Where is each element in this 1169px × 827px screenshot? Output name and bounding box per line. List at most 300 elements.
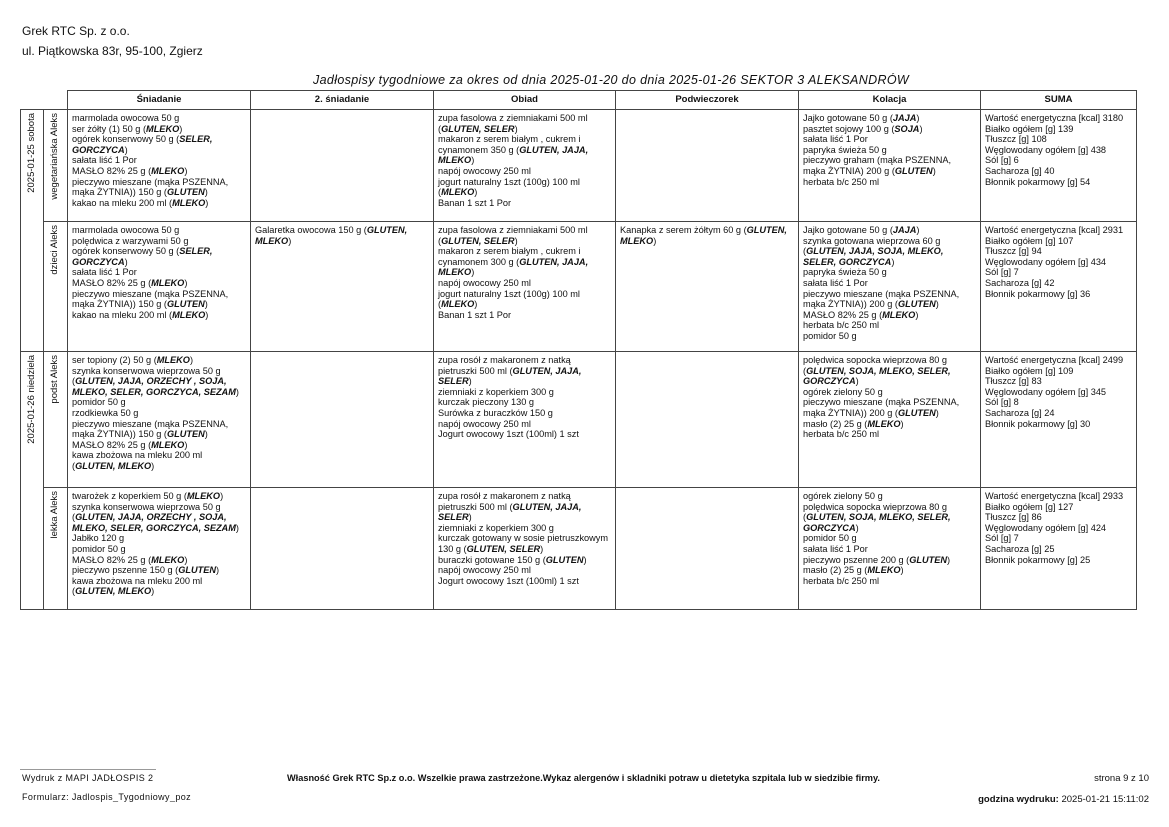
dish-item	[438, 397, 611, 408]
dish-item	[72, 544, 246, 555]
meal-cell	[799, 488, 981, 610]
allergen-text: GLUTEN	[909, 554, 948, 565]
dish-text: Banan 1 szt 1 Por	[438, 309, 512, 320]
header-spacer	[21, 91, 68, 110]
nutrition-line: Sacharoza [g] 42	[985, 277, 1055, 288]
dish-text: kakao na mleku 200 ml (	[72, 309, 173, 320]
dish-text: )	[900, 565, 904, 576]
column-header: Śniadanie	[68, 91, 251, 110]
menu-body	[21, 110, 1137, 610]
dish-text: sałata liść 1 Por	[72, 155, 137, 166]
diet-row	[21, 488, 1137, 610]
meal-cell	[616, 110, 799, 222]
nutrition-line: Białko ogółem [g] 107	[985, 235, 1074, 246]
ownership-note: Własność Grek RTC Sp.z o.o. Wszelkie prawa zastrzeżone.Wykaz alergenów i skladniki potraw u dietetyka szpitala lub w siedzibie firmy.	[287, 773, 880, 783]
nutrition-summary-cell	[981, 222, 1137, 352]
nutrition-line: Błonnik pokarmowy [g] 36	[985, 288, 1091, 299]
print-source: Wydruk z MAPI JADŁOSPIS 2	[22, 773, 154, 783]
dish-item	[72, 366, 246, 398]
dish-item	[803, 502, 976, 534]
dish-item	[72, 355, 246, 366]
dish-item	[438, 278, 611, 289]
dish-item	[438, 533, 611, 554]
dish-item	[72, 419, 246, 440]
dish-text: ziemniaki z koperkiem 300 g	[438, 522, 554, 533]
dish-text: )	[474, 299, 478, 310]
dish-text: masło (2) 25 g (	[803, 565, 868, 576]
dish-item	[803, 576, 976, 587]
meal-cell	[616, 222, 799, 352]
dish-text: )	[189, 355, 194, 365]
allergen-text: GLUTEN	[894, 165, 933, 176]
dish-item	[72, 440, 246, 451]
dish-text: Banan 1 szt 1 Por	[438, 197, 512, 208]
column-header: SUMA	[981, 91, 1137, 110]
dish-item	[438, 177, 611, 198]
nutrition-line: Tłuszcz [g] 83	[985, 376, 1042, 387]
dish-text: pieczywo pszenne 150 g (	[72, 565, 179, 576]
dish-item	[803, 429, 976, 440]
meal-cell	[434, 222, 616, 352]
dish-item	[803, 397, 976, 418]
dish-text: Kanapka z serem żółtym 60 g (	[620, 225, 747, 235]
dish-text: twarożek z koperkiem 50 g (	[72, 491, 187, 501]
dish-item	[438, 246, 611, 278]
dish-item	[72, 502, 246, 534]
meal-cell	[251, 222, 434, 352]
dish-item	[72, 113, 246, 124]
print-time-value: 2025-01-21 15:11:02	[1061, 794, 1149, 805]
allergen-text: GLUTEN, JAJA, MLEKO	[438, 144, 589, 166]
meal-cell	[68, 222, 251, 352]
dish-text: kurczak gotowany w sosie pietruszkowym 130 g (	[438, 533, 609, 554]
dish-text: pomidor 50 g	[803, 533, 857, 544]
dish-item	[438, 523, 611, 534]
dish-item	[72, 246, 246, 267]
allergen-text: JAJA	[892, 225, 917, 235]
dish-item	[438, 355, 611, 387]
dish-item	[72, 278, 246, 289]
dish-text: jogurt naturalny 1szt (100g) 100 ml (	[438, 176, 580, 198]
dish-item	[438, 225, 611, 246]
allergen-text: SOJA	[894, 123, 920, 134]
dish-text: makaron z serem białym , cukrem i cynamonem 350 g (	[438, 134, 581, 155]
dish-text: herbata b/c 250 ml	[803, 575, 880, 586]
dish-text: zupa fasolowa z ziemniakami 500 ml (	[438, 225, 588, 246]
dish-item	[438, 310, 611, 321]
allergen-text: MLEKO	[867, 565, 901, 576]
dish-item	[72, 289, 246, 310]
diet-name-label: lekka Aleks	[49, 491, 61, 539]
allergen-text: GLUTEN	[166, 187, 205, 198]
dish-text: )	[468, 512, 472, 523]
meal-cell	[251, 110, 434, 222]
dish-text: )	[919, 123, 923, 134]
dish-item	[803, 113, 976, 124]
dish-text: Jajko gotowane 50 g (	[803, 225, 893, 235]
nutrition-line: Sacharoza [g] 24	[985, 407, 1055, 418]
dish-item	[803, 155, 976, 176]
dish-text: pieczywo mieszane (mąka PSZENNA, mąka ŻYTNIA)) 150 g (	[72, 418, 229, 440]
dish-text: szynka konserwowa wieprzowa 50 g (	[72, 365, 221, 387]
dish-item	[803, 134, 976, 145]
allergen-text: MLEKO	[441, 299, 475, 310]
dish-text: )	[151, 586, 155, 597]
dish-text: MASŁO 82% 25 g (	[803, 309, 883, 320]
meal-cell	[616, 488, 799, 610]
dish-item	[803, 544, 976, 555]
dish-item	[803, 331, 976, 342]
page-number: strona 9 z 10	[1094, 773, 1149, 784]
allergen-text: MLEKO	[172, 197, 206, 208]
meal-cell	[616, 352, 799, 488]
dish-item	[72, 155, 246, 166]
dish-text: kurczak pieczony 130 g	[438, 397, 535, 408]
dish-text: pasztet sojowy 100 g (	[803, 123, 895, 134]
meal-cell	[799, 222, 981, 352]
dish-text: )	[915, 309, 919, 320]
nutrition-line: Tłuszcz [g] 108	[985, 134, 1047, 145]
dish-item	[72, 198, 246, 209]
dish-text: polędwica sopocka wieprzowa 80 g (	[803, 501, 948, 523]
allergen-text: MLEKO	[151, 439, 185, 450]
dish-item	[438, 491, 611, 523]
allergen-text: GLUTEN, JAJA, SOJA, MLEKO, SELER, GORCZYCA	[803, 246, 944, 267]
dish-item	[803, 278, 976, 289]
dish-item	[803, 320, 976, 331]
company-address: ul. Piątkowska 83r, 95-100, Zgierz	[22, 44, 203, 58]
dish-item	[72, 491, 246, 502]
dish-item	[620, 225, 794, 246]
dish-item	[803, 236, 976, 268]
dish-text: Jabłko 120 g	[72, 533, 125, 544]
dish-text: herbata b/c 250 ml	[803, 320, 880, 331]
dish-text: )	[205, 309, 209, 320]
dish-item	[803, 491, 976, 502]
allergen-text: MLEKO	[867, 418, 901, 429]
nutrition-line: Sacharoza [g] 40	[985, 165, 1055, 176]
dish-text: masło (2) 25 g (	[803, 418, 868, 429]
allergen-text: GLUTEN	[897, 299, 936, 310]
allergen-text: SELER, GORCZYCA	[72, 246, 213, 267]
dish-text: )	[124, 144, 128, 155]
allergen-text: GLUTEN, SELER	[441, 235, 515, 246]
dish-text: buraczki gotowane 150 g (	[438, 554, 546, 565]
allergen-text: GLUTEN, MLEKO	[75, 460, 152, 471]
dish-text: rzodkiewka 50 g	[72, 407, 139, 418]
nutrition-line: Błonnik pokarmowy [g] 54	[985, 176, 1091, 187]
allergen-text: GLUTEN	[166, 299, 205, 310]
column-header-row	[21, 91, 1137, 110]
dish-text: )	[935, 299, 939, 310]
allergen-text: MLEKO	[441, 187, 475, 198]
company-name: Grek RTC Sp. z o.o.	[22, 24, 130, 38]
dish-text: pomidor 50 g	[803, 330, 857, 341]
dish-text: )	[204, 429, 208, 440]
nutrition-line: Węglowodany ogółem [g] 438	[985, 144, 1107, 155]
dish-item	[438, 166, 611, 177]
dish-text: )	[216, 565, 220, 576]
dish-text: napój owocowy 250 ml	[438, 277, 531, 288]
allergen-text: GLUTEN, SOJA, MLEKO, SELER, GORCZYCA	[803, 512, 951, 533]
dish-text: )	[891, 256, 895, 267]
dish-text: papryka świeża 50 g	[803, 267, 887, 278]
meal-cell	[68, 110, 251, 222]
dish-text: )	[855, 376, 859, 387]
dish-item	[72, 310, 246, 321]
dish-item	[438, 419, 611, 430]
dish-text: pomidor 50 g	[72, 543, 126, 554]
allergen-text: GLUTEN, JAJA, SELER	[438, 501, 582, 523]
allergen-text: MLEKO	[186, 491, 221, 501]
dish-item	[438, 289, 611, 310]
nutrition-line: Wartość energetyczna [kcal] 2931	[985, 225, 1124, 235]
dish-text: ogórek konserwowy 50 g (	[72, 134, 180, 145]
dish-text: napój owocowy 250 ml	[438, 165, 531, 176]
dish-text: )	[288, 235, 292, 246]
allergen-text: MLEKO	[151, 165, 185, 176]
dish-item	[72, 397, 246, 408]
dish-item	[438, 134, 611, 166]
dish-text: jogurt naturalny 1szt (100g) 100 ml (	[438, 288, 580, 310]
dish-item	[438, 198, 611, 209]
dish-text: pieczywo mieszane (mąka PSZENNA, mąka ŻYTNIA)) 200 g (	[803, 397, 960, 418]
dish-item	[803, 177, 976, 188]
dish-text: )	[916, 225, 920, 235]
dish-text: sałata liść 1 Por	[803, 277, 868, 288]
dish-text: pieczywo pszenne 200 g (	[803, 554, 910, 565]
dish-text: ser żółty (1) 50 g (	[72, 123, 147, 134]
allergen-text: JAJA	[892, 113, 917, 123]
day-date-cell	[21, 352, 44, 610]
nutrition-summary-cell	[981, 110, 1137, 222]
allergen-text: GLUTEN, JAJA, SELER	[438, 365, 582, 387]
dish-item	[438, 565, 611, 576]
dish-text: kawa zbożowa na mleku 200 ml (	[72, 575, 203, 597]
dish-text: )	[235, 386, 239, 397]
dish-item	[438, 408, 611, 419]
dish-text: )	[151, 460, 155, 471]
dish-item	[803, 310, 976, 321]
allergen-text: MLEKO	[882, 309, 916, 320]
nutrition-line: Błonnik pokarmowy [g] 30	[985, 418, 1091, 429]
dish-text: pieczywo graham (mąka PSZENNA, mąka ŻYTNIA) 200 g (	[803, 155, 952, 176]
dish-item	[438, 576, 611, 587]
dish-text: zupa fasolowa z ziemniakami 500 ml (	[438, 113, 588, 134]
dish-item	[72, 225, 246, 236]
dish-text: Jajko gotowane 50 g (	[803, 113, 893, 123]
meal-cell	[68, 488, 251, 610]
nutrition-line: Sól [g] 7	[985, 533, 1019, 544]
nutrition-line: Sacharoza [g] 25	[985, 543, 1055, 554]
document-title: Jadłospisy tygodniowe za okres od dnia 2025-01-20 do dnia 2025-01-26 SEKTOR 3 ALEKSANDRÓW	[313, 73, 910, 87]
day-date-cell	[21, 110, 44, 352]
dish-item	[803, 225, 976, 236]
dish-text: marmolada owocowa 50 g	[72, 225, 180, 235]
allergen-text: GLUTEN	[897, 407, 936, 418]
allergen-text: GLUTEN, JAJA, MLEKO	[438, 256, 589, 278]
dish-item	[803, 555, 976, 566]
meal-cell	[434, 110, 616, 222]
dish-text: sałata liść 1 Por	[803, 543, 868, 554]
dish-text: ogórek zielony 50 g	[803, 386, 883, 397]
allergen-text: GLUTEN, MLEKO	[255, 225, 408, 246]
dish-item	[72, 565, 246, 576]
nutrition-line: Tłuszcz [g] 86	[985, 512, 1042, 523]
meal-cell	[251, 488, 434, 610]
dish-text: Surówka z buraczków 150 g	[438, 407, 553, 418]
dish-item	[438, 555, 611, 566]
allergen-text: MLEKO	[172, 309, 206, 320]
allergen-text: GLUTEN, JAJA, ORZECHY , SOJA, MLEKO, SELER, GORCZYCA, SEZAM	[72, 376, 236, 397]
diet-row	[21, 352, 1137, 488]
dish-text: )	[514, 123, 518, 134]
dish-text: )	[220, 491, 224, 501]
meal-cell	[434, 352, 616, 488]
allergen-text: GLUTEN, JAJA, ORZECHY , SOJA, MLEKO, SELER, GORCZYCA, SEZAM	[72, 512, 236, 533]
allergen-text: MLEKO	[151, 277, 185, 288]
allergen-text: MLEKO	[156, 355, 190, 365]
dish-text: )	[900, 418, 904, 429]
nutrition-line: Wartość energetyczna [kcal] 2499	[985, 355, 1124, 365]
nutrition-summary-cell	[981, 488, 1137, 610]
dish-text: napój owocowy 250 ml	[438, 418, 531, 429]
allergen-text: GLUTEN, SELER	[441, 123, 515, 134]
diet-name-label: podst Aleks	[49, 355, 61, 404]
diet-row	[21, 110, 1137, 222]
menu-table	[20, 90, 1137, 610]
dish-text: )	[935, 407, 939, 418]
dish-item	[72, 177, 246, 198]
dish-item	[803, 565, 976, 576]
meal-cell	[799, 110, 981, 222]
dish-item	[438, 429, 611, 440]
nutrition-summary-cell	[981, 352, 1137, 488]
diet-name-cell	[44, 110, 68, 222]
diet-name-label: dzieci Aleks	[49, 225, 61, 275]
dish-item	[803, 355, 976, 387]
allergen-text: GLUTEN	[545, 554, 584, 565]
dish-text: )	[184, 165, 188, 176]
dish-text: polędwica z warzywami 50 g	[72, 235, 189, 246]
nutrition-line: Białko ogółem [g] 127	[985, 501, 1074, 512]
dish-text: )	[468, 376, 472, 387]
dish-item	[72, 134, 246, 155]
nutrition-line: Wartość energetyczna [kcal] 2933	[985, 491, 1124, 501]
dish-text: Galaretka owocowa 150 g (	[255, 225, 367, 235]
diet-name-cell	[44, 352, 68, 488]
dish-item	[72, 555, 246, 566]
allergen-text: GLUTEN, SELER	[466, 543, 541, 554]
dish-text: )	[204, 187, 208, 198]
diet-name-cell	[44, 488, 68, 610]
meal-cell	[434, 488, 616, 610]
dish-text: herbata b/c 250 ml	[803, 429, 880, 440]
dish-text: sałata liść 1 Por	[803, 134, 868, 145]
dish-item	[438, 387, 611, 398]
dish-text: szynka gotowana wieprzowa 60 g (	[803, 235, 941, 257]
nutrition-line: Węglowodany ogółem [g] 434	[985, 256, 1107, 267]
meal-cell	[251, 352, 434, 488]
allergen-text: SELER, GORCZYCA	[72, 134, 213, 155]
dish-item	[803, 145, 976, 156]
dish-text: )	[179, 123, 183, 134]
dish-text: )	[204, 299, 208, 310]
dish-text: )	[235, 522, 239, 533]
dish-text: zupa rosół z makaronem z natką pietruszki 500 ml (	[438, 491, 571, 512]
dish-text: napój owocowy 250 ml	[438, 565, 531, 576]
nutrition-line: Sól [g] 6	[985, 155, 1019, 166]
dish-text: Jogurt owocowy 1szt (100ml) 1 szt	[438, 429, 579, 440]
dish-item	[72, 408, 246, 419]
dish-text: )	[184, 554, 188, 565]
dish-text: ogórek konserwowy 50 g (	[72, 246, 180, 257]
nutrition-line: Wartość energetyczna [kcal] 3180	[985, 113, 1124, 123]
allergen-text: GLUTEN, SOJA, MLEKO, SELER, GORCZYCA	[803, 365, 951, 387]
dish-text: )	[184, 439, 188, 450]
dish-text: marmolada owocowa 50 g	[72, 113, 180, 123]
print-time-label: godzina wydruku:	[978, 794, 1059, 805]
day-date-label: 2025-01-25 sobota	[25, 113, 37, 193]
nutrition-line: Węglowodany ogółem [g] 345	[985, 386, 1107, 397]
dish-text: polędwica sopocka wieprzowa 80 g (	[803, 355, 948, 376]
column-header: Podwieczorek	[616, 91, 799, 110]
nutrition-line: Tłuszcz [g] 94	[985, 246, 1042, 257]
footer-divider	[20, 769, 156, 770]
dish-text: ser topiony (2) 50 g (	[72, 355, 157, 365]
dish-text: kakao na mleku 200 ml (	[72, 197, 173, 208]
dish-text: )	[947, 554, 951, 565]
dish-text: )	[916, 113, 920, 123]
dish-text: )	[932, 165, 936, 176]
day-date-label: 2025-01-26 niedziela	[25, 355, 37, 444]
allergen-text: GLUTEN	[178, 565, 217, 576]
allergen-text: GLUTEN, MLEKO	[620, 225, 787, 246]
dish-item	[72, 576, 246, 597]
dish-text: )	[184, 277, 188, 288]
dish-item	[803, 419, 976, 430]
meal-cell	[68, 352, 251, 488]
dish-text: pieczywo mieszane (mąka PSZENNA, mąka ŻYTNIA)) 200 g (	[803, 288, 960, 310]
dish-text: )	[653, 235, 657, 246]
dish-item	[803, 387, 976, 398]
dish-item	[255, 225, 429, 246]
dish-item	[72, 166, 246, 177]
dish-text: MASŁO 82% 25 g (	[72, 554, 152, 565]
nutrition-line: Białko ogółem [g] 109	[985, 365, 1074, 376]
dish-text: sałata liść 1 Por	[72, 267, 137, 278]
dish-text: )	[471, 267, 475, 278]
dish-text: szynka konserwowa wieprzowa 50 g (	[72, 501, 221, 523]
dish-text: ziemniaki z koperkiem 300 g	[438, 386, 554, 397]
dish-text: pieczywo mieszane (mąka PSZENNA, mąka ŻYTNIA)) 150 g (	[72, 176, 229, 198]
dish-text: pomidor 50 g	[72, 397, 126, 408]
dish-text: )	[124, 256, 128, 267]
nutrition-line: Sól [g] 7	[985, 267, 1019, 278]
allergen-text: GLUTEN, MLEKO	[75, 586, 152, 597]
dish-item	[72, 236, 246, 247]
dish-item	[72, 267, 246, 278]
dish-text: MASŁO 82% 25 g (	[72, 277, 152, 288]
dish-text: herbata b/c 250 ml	[803, 176, 880, 187]
meal-cell	[799, 352, 981, 488]
dish-text: )	[855, 522, 859, 533]
diet-name-cell	[44, 222, 68, 352]
allergen-text: MLEKO	[146, 123, 180, 134]
dish-text: ogórek zielony 50 g	[803, 491, 883, 501]
nutrition-line: Węglowodany ogółem [g] 424	[985, 522, 1107, 533]
dish-item	[803, 124, 976, 135]
